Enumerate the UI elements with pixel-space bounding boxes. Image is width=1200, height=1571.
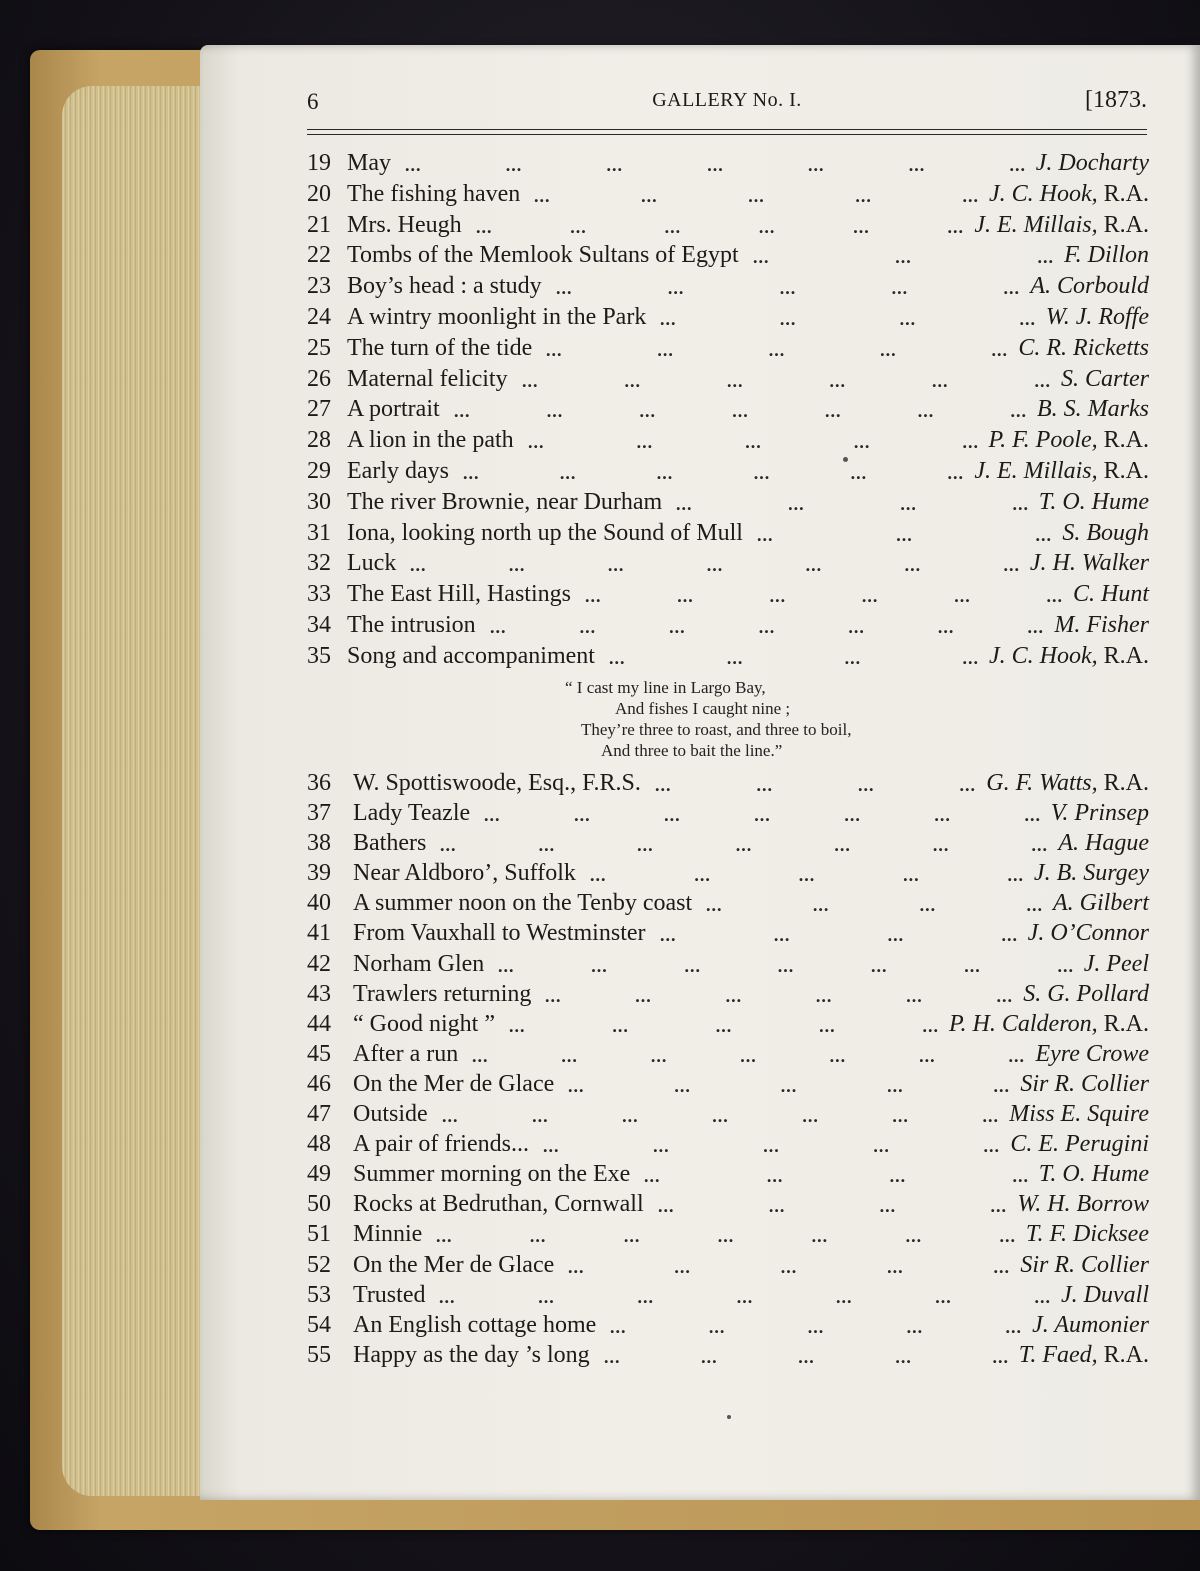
leader-dots: ... ... ... ... [706,895,1043,916]
entry-number: 19 [307,150,331,176]
entry-number: 43 [307,980,331,1007]
catalogue-entry [307,770,1149,800]
entry-title: A portrait [347,396,440,423]
artist-name: S. Bough [1062,519,1149,546]
leader-dots: ... ... ... ... ... [610,1316,1022,1337]
catalogue-entry [307,489,1149,520]
entry-artist [974,458,1149,485]
entry-title: After a run [353,1040,459,1067]
entry-title: Trawlers returning [353,980,532,1007]
artist-name: S. Carter [1060,365,1149,392]
entry-artist [974,212,1149,239]
entry-title: Near Aldboro’, Suffolk [353,860,576,887]
catalogue-entry [307,581,1149,612]
leader-dots: ... ... ... ... ... ... ... [405,155,1026,175]
leader-dots: ... ... ... ... ... ... [545,985,1013,1006]
entry-title: Boy’s head : a study [347,273,542,300]
leader-dots: ... ... ... ... ... [546,339,1008,360]
artist-suffix: R.A. [1097,211,1149,238]
artist-name: G. F. Watts, [986,770,1098,796]
header-rule-thin [307,134,1147,135]
header-year: [1873. [1085,87,1147,113]
leader-dots: ... ... ... ... ... ... ... [472,1045,1025,1066]
header-rule [307,129,1147,130]
entry-title: On the Mer de Glace [353,1070,555,1097]
catalogue-list-lower [307,770,1149,1372]
artist-name: J. H. Walker [1029,550,1149,577]
artist-name: J. Duvall [1061,1281,1149,1308]
paper-speck [843,457,848,462]
entry-number: 26 [307,365,331,392]
entry-title: A pair of friends... [353,1131,529,1158]
artist-name: J. Aumonier [1032,1311,1149,1338]
leader-dots: ... ... ... ... ... [568,1256,1010,1277]
entry-number: 44 [307,1010,331,1037]
entry-artist [1061,1282,1149,1309]
entry-title: From Vauxhall to Westminster [353,920,646,947]
leader-dots: ... ... ... ... ... [556,278,1020,299]
entry-title: Early days [347,457,449,484]
entry-artist [986,770,1149,797]
leader-dots: ... ... ... ... ... ... ... [440,835,1048,856]
entry-number: 33 [307,581,331,608]
entry-artist [1034,860,1149,887]
artist-name: J. Peel [1083,950,1149,977]
entry-title: The intrusion [347,611,476,638]
page-header [307,85,1147,119]
catalogue-entry [307,212,1149,243]
artist-name: J. B. Surgey [1033,860,1149,887]
entry-artist [989,181,1149,208]
entry-title: A wintry moonlight in the Park [347,303,647,330]
artist-name: J. C. Hook, [989,642,1098,669]
entry-number: 20 [307,180,331,207]
catalogue-entry [307,1191,1149,1221]
artist-name: J. E. Millais, [974,211,1098,238]
catalogue-entry [307,920,1149,950]
catalogue-entry [307,612,1149,643]
catalogue-entry [307,643,1149,674]
catalogue-entry [307,1131,1149,1161]
artist-name: J. Docharty [1035,150,1149,176]
catalogue-entry [307,951,1149,981]
leader-dots: ... ... ... ... ... ... ... [484,805,1041,826]
entry-title: The fishing haven [347,180,521,207]
entry-number: 27 [307,396,331,423]
artist-suffix: R.A. [1097,642,1149,669]
entry-artist [1054,612,1149,639]
catalogue-entry [307,520,1149,551]
entry-number: 50 [307,1191,331,1218]
entry-number: 49 [307,1161,331,1188]
entry-artist [1036,150,1149,177]
entry-number: 55 [307,1341,331,1368]
catalogue-entry [307,458,1149,489]
artist-name: F. Dillon [1064,242,1149,269]
artist-name: C. E. Perugini [1010,1131,1149,1158]
entry-artist [1017,1191,1149,1218]
entry-artist [1064,242,1149,269]
entry-artist [1035,1041,1149,1068]
entry-number: 36 [307,770,331,796]
artist-suffix: R.A. [1097,1010,1149,1037]
entry-title: Norham Glen [353,950,485,977]
entry-artist [1058,830,1149,857]
entry-artist [1073,581,1149,608]
leader-dots: ... ... ... ... ... ... ... [490,616,1044,637]
leader-dots: ... ... ... ... [644,1166,1029,1187]
entry-artist [1030,273,1149,300]
entry-title: The turn of the tide [347,334,533,361]
entry-artist [989,643,1149,670]
artist-name: V. Prinsep [1050,800,1149,827]
entry-number: 34 [307,611,331,638]
entry-number: 45 [307,1040,331,1067]
artist-name: C. Hunt [1072,581,1149,608]
leader-dots: ... ... ... ... ... [509,1015,939,1036]
entry-number: 21 [307,211,331,238]
artist-suffix: R.A. [1097,427,1149,454]
entry-number: 29 [307,457,331,484]
catalogue-entry [307,1221,1149,1251]
catalogue-entry [307,273,1149,304]
entry-title: W. Spottiswoode, Esq., F.R.S. [353,770,641,796]
catalogue-entry [307,1041,1149,1071]
artist-name: A. Corbould [1030,273,1149,300]
leader-dots: ... ... ... ... [658,1196,1007,1217]
artist-name: Miss E. Squire [1009,1101,1149,1128]
entry-artist [1032,1312,1149,1339]
entry-title: Lady Teazle [353,800,471,827]
page-number: 6 [307,89,319,114]
leader-dots: ... ... ... ... [660,925,1018,946]
entry-title: The river Brownie, near Durham [347,488,663,515]
entry-artist [989,427,1149,454]
entry-title: On the Mer de Glace [353,1251,555,1278]
entry-artist [1053,890,1149,917]
artist-suffix: R.A. [1097,770,1149,796]
entry-artist [1051,800,1149,827]
catalogue-entry [307,427,1149,458]
entry-artist [1009,1101,1149,1128]
entry-number: 31 [307,519,331,546]
entry-title: Mrs. Heugh [347,211,462,238]
leader-dots: ... ... ... ... ... ... ... [410,555,1020,576]
catalogue-entry [307,981,1149,1011]
artist-name: M. Fisher [1054,611,1149,638]
entry-title: “ Good night ” [353,1010,495,1037]
artist-suffix: R.A. [1097,457,1149,484]
leader-dots: ... ... ... [753,247,1054,268]
artist-name: C. R. Ricketts [1018,334,1149,361]
entry-title: An English cottage home [353,1311,597,1338]
artist-name: B. S. Marks [1037,396,1149,423]
entry-number: 37 [307,800,331,827]
entry-number: 23 [307,273,331,300]
catalogue-entry [307,396,1149,427]
verse-line: And three to bait the line.” [601,741,783,760]
verse-line: And fishes I caught nine ; [615,699,791,718]
artist-name: Eyre Crowe [1035,1040,1149,1067]
leader-dots: ... ... ... ... ... ... ... [454,401,1027,422]
entry-number: 24 [307,303,331,330]
leader-dots: ... ... ... ... ... ... ... [439,1286,1051,1307]
artist-name: W. H. Borrow [1017,1191,1149,1218]
leader-dots: ... ... ... ... ... [528,432,979,453]
page-edges [62,86,202,1496]
verse-quote [565,677,965,761]
catalogue-entry [307,860,1149,890]
catalogue-entry [307,242,1149,273]
entry-title: May [347,150,391,176]
leader-dots: ... ... ... ... ... [590,865,1024,886]
verse-line: “ I cast my line in Largo Bay, [565,678,766,697]
artist-name: A. Gilbert [1053,890,1149,917]
leader-dots: ... ... ... ... [655,775,976,795]
catalogue-entry [307,150,1149,181]
entry-number: 35 [307,642,331,669]
artist-name: W. J. Roffe [1045,303,1149,330]
entry-number: 39 [307,860,331,887]
artist-suffix: R.A. [1097,1341,1149,1368]
entry-artist [1037,396,1149,423]
entry-number: 32 [307,550,331,577]
catalogue-entry [307,1252,1149,1282]
catalogue-entry [307,304,1149,335]
entry-artist [1061,366,1149,393]
entry-artist [949,1011,1149,1038]
catalogue-entry [307,1282,1149,1312]
artist-name: J. C. Hook, [989,180,1098,207]
catalogue-entry [307,1101,1149,1131]
entry-number: 22 [307,242,331,269]
entry-artist [1028,920,1149,947]
leader-dots: ... ... ... ... ... ... [585,586,1063,607]
catalogue-entry [307,800,1149,830]
catalogue-entry [307,1312,1149,1342]
entry-artist [1023,981,1149,1008]
artist-name: Sir R. Collier [1020,1070,1149,1097]
entry-title: Maternal felicity [347,365,508,392]
leader-dots: ... ... ... ... ... [543,1136,1000,1157]
leader-dots: ... ... ... [757,524,1052,545]
entry-title: Outside [353,1101,428,1128]
entry-title: A lion in the path [347,427,514,454]
catalogue-entry [307,890,1149,920]
leader-dots: ... ... ... ... ... [604,1346,1009,1367]
artist-name: T. O. Hume [1038,1161,1149,1188]
artist-name: T. O. Hume [1038,488,1149,515]
artist-suffix: R.A. [1097,180,1149,207]
leader-dots: ... ... ... ... ... [534,185,979,206]
verse-line: They’re three to roast, and three to boil, [581,720,852,739]
entry-artist [1084,951,1149,978]
entry-number: 48 [307,1131,331,1158]
entry-number: 25 [307,334,331,361]
entry-title: Bathers [353,830,427,857]
entry-artist [1039,489,1149,516]
entry-artist [1026,1221,1149,1248]
artist-name: T. Faed, [1018,1341,1098,1368]
entry-number: 51 [307,1221,331,1248]
entry-title: Rocks at Bedruthan, Cornwall [353,1191,644,1218]
entry-title: Minnie [353,1221,423,1248]
entry-title: Trusted [353,1281,426,1308]
entry-artist [1010,1131,1149,1158]
leader-dots: ... ... ... ... [609,647,979,668]
entry-title: A summer noon on the Tenby coast [353,890,693,917]
catalogue-entry [307,181,1149,212]
artist-name: P. F. Poole, [988,427,1098,454]
leader-dots: ... ... ... ... [660,308,1036,329]
leader-dots: ... ... ... ... ... ... [476,216,964,237]
leader-dots: ... ... ... ... ... ... ... [498,955,1074,976]
artist-name: P. H. Calderon, [948,1010,1098,1037]
artist-name: Sir R. Collier [1020,1251,1149,1278]
catalogue-entry [307,830,1149,860]
catalogue-entry [307,1342,1149,1372]
entry-title: Summer morning on the Exe [353,1161,631,1188]
entry-number: 28 [307,427,331,454]
entry-number: 52 [307,1251,331,1278]
entry-title: Iona, looking north up the Sound of Mull [347,519,743,546]
entry-title: Happy as the day ’s long [353,1341,590,1368]
entry-artist [1020,1252,1149,1279]
entry-number: 53 [307,1281,331,1308]
entry-number: 47 [307,1101,331,1128]
artist-name: J. E. Millais, [974,457,1098,484]
entry-artist [1020,1071,1149,1098]
artist-name: A. Hague [1058,830,1149,857]
artist-name: J. O’Connor [1027,920,1149,947]
entry-title: Luck [347,550,397,577]
leader-dots: ... ... ... ... ... ... [522,370,1051,391]
artist-name: S. G. Pollard [1023,980,1149,1007]
catalogue-entry [307,1161,1149,1191]
leader-dots: ... ... ... ... ... ... [463,462,964,483]
entry-artist [1019,1342,1149,1369]
leader-dots: ... ... ... ... ... ... ... [442,1106,999,1127]
entry-artist [1062,520,1149,547]
catalogue-list-upper [307,150,1149,674]
gallery-title: GALLERY No. I. [652,89,802,111]
entry-number: 40 [307,890,331,917]
catalogue-entry [307,335,1149,366]
entry-artist [1030,550,1149,577]
paper-speck [727,1415,731,1419]
entry-title: Tombs of the Memlook Sultans of Egypt [347,242,739,269]
entry-number: 42 [307,950,331,977]
entry-number: 46 [307,1070,331,1097]
entry-title: The East Hill, Hastings [347,581,571,608]
artist-name: T. F. Dicksee [1025,1221,1149,1248]
entry-artist [1039,1161,1149,1188]
entry-number: 41 [307,920,331,947]
entry-artist [1046,304,1149,331]
entry-artist [1018,335,1149,362]
catalogue-entry [307,550,1149,581]
catalogue-entry [307,366,1149,397]
leader-dots: ... ... ... ... [676,493,1029,514]
leader-dots: ... ... ... ... ... ... ... [436,1226,1016,1247]
entry-number: 38 [307,830,331,857]
leader-dots: ... ... ... ... ... [568,1075,1010,1096]
entry-number: 54 [307,1311,331,1338]
catalogue-entry [307,1011,1149,1041]
catalogue-entry [307,1071,1149,1101]
entry-title: Song and accompaniment [347,642,595,669]
entry-number: 30 [307,488,331,515]
